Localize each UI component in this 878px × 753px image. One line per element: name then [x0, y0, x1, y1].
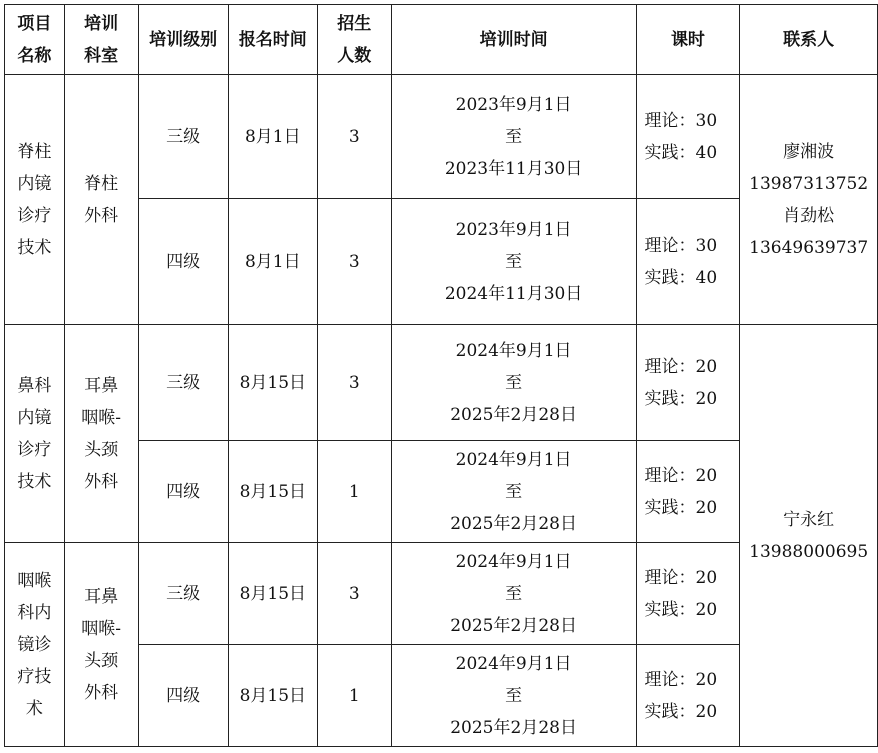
header-level: 培训级别: [138, 5, 228, 75]
table-row: [5, 325, 878, 441]
hours-cell: [636, 75, 740, 199]
period-end: 2025年2月28日: [450, 615, 577, 636]
project-cell: 脊柱内镜诊疗技术: [5, 75, 65, 325]
enroll-cell: 3: [317, 75, 391, 199]
hours-cell: [636, 645, 740, 747]
period-start: 2024年9月1日: [455, 653, 572, 674]
header-contact: 联系人: [740, 5, 878, 75]
hours-practice: 实践：20: [644, 599, 718, 620]
header-reg-time: 报名时间: [228, 5, 317, 75]
contact-name: 肖劲松: [783, 205, 835, 226]
project-cell: 鼻科内镜诊疗技术: [5, 325, 65, 543]
period-cell: [391, 75, 636, 199]
period-cell: [391, 645, 636, 747]
period-cell: [391, 543, 636, 645]
contact-name: 宁永红: [783, 509, 835, 530]
contact-phone: 13988000695: [749, 541, 869, 562]
header-period: 培训时间: [391, 5, 636, 75]
hours-practice: 实践：40: [644, 267, 718, 288]
period-end: 2025年2月28日: [450, 717, 577, 738]
period-end: 2025年2月28日: [450, 404, 577, 425]
enroll-cell: 1: [317, 441, 391, 543]
hours-theory: 理论：20: [644, 356, 718, 377]
level-cell: 三级: [138, 75, 228, 199]
reg-time-cell: 8月15日: [228, 441, 317, 543]
level-cell: 三级: [138, 543, 228, 645]
dept-cell: 耳鼻咽喉-头颈外科: [64, 325, 138, 543]
enroll-cell: 1: [317, 645, 391, 747]
reg-time-cell: 8月15日: [228, 325, 317, 441]
period-end: 2023年11月30日: [444, 158, 583, 179]
level-cell: 四级: [138, 199, 228, 325]
contact-name: 廖湘波: [783, 141, 835, 162]
period-to: 至: [505, 481, 523, 502]
period-end: 2025年2月28日: [450, 513, 577, 534]
project-cell: 咽喉科内镜诊疗技术: [5, 543, 65, 747]
header-row: [5, 5, 878, 75]
reg-time-cell: 8月1日: [228, 199, 317, 325]
level-cell: 四级: [138, 441, 228, 543]
hours-theory: 理论：30: [644, 110, 718, 131]
period-end: 2024年11月30日: [444, 283, 583, 304]
period-start: 2023年9月1日: [455, 94, 572, 115]
dept-cell: 脊柱外科: [64, 75, 138, 325]
period-start: 2024年9月1日: [455, 449, 572, 470]
hours-practice: 实践：40: [644, 142, 718, 163]
period-to: 至: [505, 372, 523, 393]
hours-theory: 理论：30: [644, 235, 718, 256]
reg-time-cell: 8月1日: [228, 75, 317, 199]
hours-cell: [636, 199, 740, 325]
table-row: [5, 75, 878, 199]
contact-cell: [740, 75, 878, 325]
hours-practice: 实践：20: [644, 701, 718, 722]
hours-theory: 理论：20: [644, 567, 718, 588]
hours-practice: 实践：20: [644, 388, 718, 409]
hours-theory: 理论：20: [644, 669, 718, 690]
period-cell: [391, 199, 636, 325]
level-cell: 四级: [138, 645, 228, 747]
period-start: 2024年9月1日: [455, 551, 572, 572]
period-start: 2023年9月1日: [455, 219, 572, 240]
header-enroll: 招生人数: [317, 5, 391, 75]
hours-cell: [636, 441, 740, 543]
header-project: 项目名称: [5, 5, 65, 75]
reg-time-cell: 8月15日: [228, 645, 317, 747]
period-cell: [391, 325, 636, 441]
reg-time-cell: 8月15日: [228, 543, 317, 645]
enroll-cell: 3: [317, 543, 391, 645]
contact-phone: 13987313752: [749, 173, 869, 194]
header-dept: 培训科室: [64, 5, 138, 75]
enroll-cell: 3: [317, 325, 391, 441]
period-to: 至: [505, 251, 523, 272]
level-cell: 三级: [138, 325, 228, 441]
training-table: [4, 4, 878, 747]
enroll-cell: 3: [317, 199, 391, 325]
header-hours: 课时: [636, 5, 740, 75]
hours-theory: 理论：20: [644, 465, 718, 486]
hours-practice: 实践：20: [644, 497, 718, 518]
contact-phone: 13649639737: [749, 237, 869, 258]
period-start: 2024年9月1日: [455, 340, 572, 361]
hours-cell: [636, 543, 740, 645]
dept-cell: 耳鼻咽喉-头颈外科: [64, 543, 138, 747]
period-to: 至: [505, 685, 523, 706]
period-cell: [391, 441, 636, 543]
period-to: 至: [505, 126, 523, 147]
hours-cell: [636, 325, 740, 441]
contact-cell: [740, 325, 878, 747]
period-to: 至: [505, 583, 523, 604]
